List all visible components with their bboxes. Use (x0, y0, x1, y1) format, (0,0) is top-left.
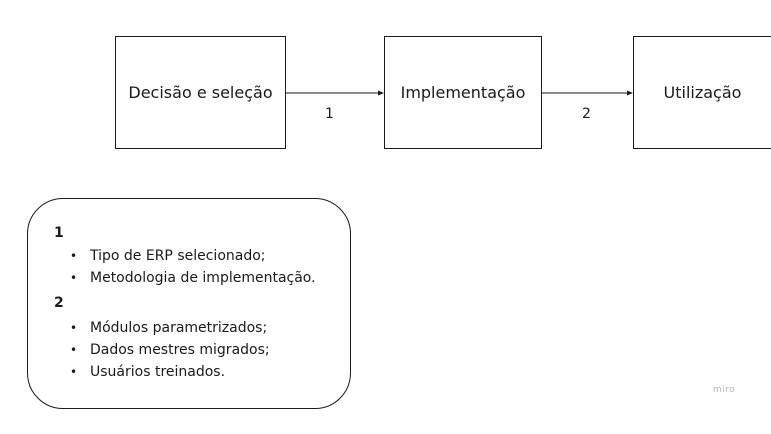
node-label: Implementação (400, 83, 526, 102)
group-heading: 2 (54, 295, 64, 311)
edge-2[interactable] (542, 91, 633, 96)
list-item (70, 267, 316, 289)
list-item-text: Usuários treinados. (90, 364, 226, 380)
list-item (70, 339, 270, 361)
list-item-text: Tipo de ERP selecionado; (90, 248, 266, 264)
edge-label-2: 2 (582, 106, 591, 122)
node-label: Decisão e seleção (128, 83, 273, 102)
list-item-text: Dados mestres migrados; (90, 342, 270, 358)
node-label: Utilização (663, 83, 742, 102)
bullet-icon: • (70, 343, 78, 357)
list-item (70, 361, 270, 383)
bullet-icon: • (70, 365, 78, 379)
notes-card[interactable] (27, 198, 351, 409)
group-list (70, 317, 270, 383)
node-decisao-selecao[interactable] (115, 36, 286, 149)
group-heading: 1 (54, 225, 64, 241)
list-item-text: Metodologia de implementação. (90, 270, 316, 286)
edge-label-1: 1 (325, 106, 334, 122)
bullet-icon: • (70, 249, 78, 263)
bullet-icon: • (70, 271, 78, 285)
bullet-icon: • (70, 321, 78, 335)
list-item (70, 317, 270, 339)
group-list (70, 245, 316, 289)
miro-watermark: miro (713, 385, 736, 395)
list-item (70, 245, 316, 267)
edge-1[interactable] (286, 91, 384, 96)
list-item-text: Módulos parametrizados; (90, 320, 268, 336)
node-utilizacao[interactable] (633, 36, 771, 149)
node-implementacao[interactable] (384, 36, 542, 149)
